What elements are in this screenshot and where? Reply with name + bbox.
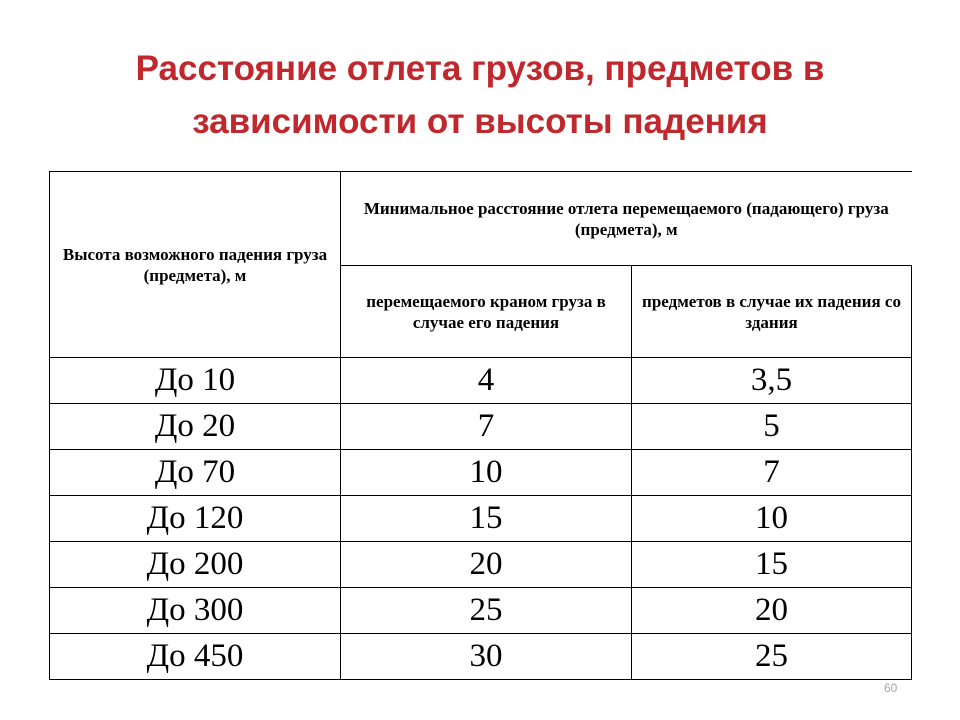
table-row [50,634,912,680]
table-row [50,450,912,496]
header-building-objects: предметов в случае их падения со здания [632,266,912,358]
cell-building-distance: 5 [632,404,912,450]
cell-crane-distance: 7 [341,404,632,450]
cell-crane-distance: 20 [341,542,632,588]
header-crane-load: перемещаемого краном груза в случае его падения [341,266,632,358]
cell-building-distance: 7 [632,450,912,496]
slide-title [40,42,920,148]
table-row [50,588,912,634]
header-min-distance-group: Минимальное расстояние отлета перемещаемого (падающего) груза (предмета), м [341,172,912,266]
cell-crane-distance: 4 [341,358,632,404]
cell-crane-distance: 25 [341,588,632,634]
header-fall-height: Высота возможного падения груза (предмета), м [50,172,341,358]
cell-height: До 300 [50,588,341,634]
cell-building-distance: 25 [632,634,912,680]
cell-crane-distance: 10 [341,450,632,496]
cell-height: До 200 [50,542,341,588]
page-number: 60 [884,681,898,695]
cell-building-distance: 3,5 [632,358,912,404]
slide-title-line-2: зависимости от высоты падения [192,102,768,141]
distance-table [49,171,912,680]
slide-title-line-1: Расстояние отлета грузов, предметов в [135,49,825,88]
cell-building-distance: 10 [632,496,912,542]
cell-height: До 120 [50,496,341,542]
table-row [50,404,912,450]
table-row [50,496,912,542]
cell-height: До 20 [50,404,341,450]
cell-height: До 450 [50,634,341,680]
table-row [50,358,912,404]
cell-building-distance: 20 [632,588,912,634]
cell-height: До 70 [50,450,341,496]
cell-height: До 10 [50,358,341,404]
cell-crane-distance: 15 [341,496,632,542]
cell-building-distance: 15 [632,542,912,588]
table-row [50,542,912,588]
cell-crane-distance: 30 [341,634,632,680]
table-header-row [50,172,912,266]
